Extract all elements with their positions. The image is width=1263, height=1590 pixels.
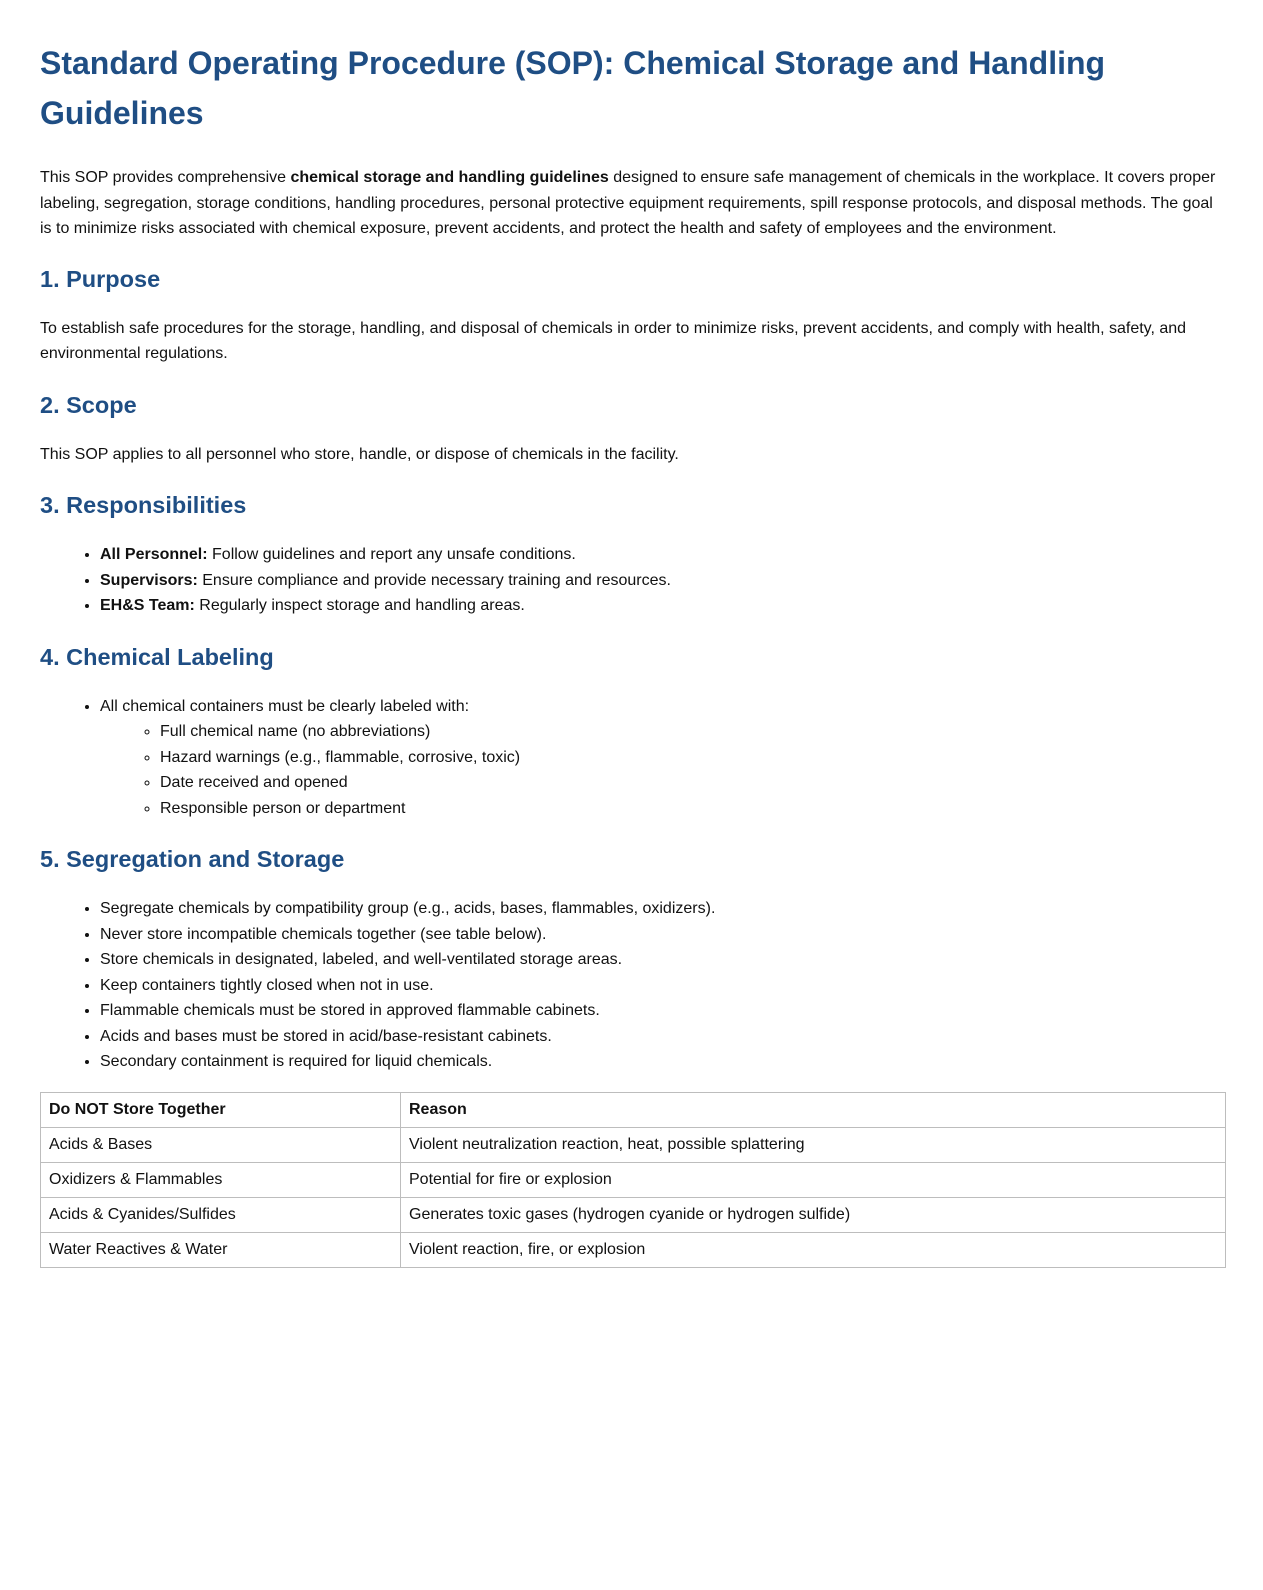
table-header-cell: Do NOT Store Together: [41, 1092, 401, 1127]
table-cell: Violent neutralization reaction, heat, possible splattering: [401, 1127, 1226, 1162]
list-item: [100, 568, 1226, 594]
section-heading-labeling: 4. Chemical Labeling: [40, 643, 274, 670]
list-item: • Acids and bases must be stored in acid/base-resistant cabinets.: [100, 1024, 1226, 1050]
role-label: EH&S Team:: [100, 597, 195, 614]
table-row: [41, 1197, 1226, 1232]
intro-text-after: designed to ensure safe management of chemicals in the workplace. It covers proper labeling, segregation, storage conditions, handling procedures, personal protective equipment requirements, spill response protocols, and disposal methods. The goal is to minimize risks associated with chemical exposure, prevent accidents, and protect the health and safety of employees and the environment.: [40, 169, 1216, 237]
sop-document: [40, 0, 1226, 1306]
list-item: ◦ Hazard warnings (e.g., flammable, corrosive, toxic): [160, 745, 1226, 771]
role-label: All Personnel:: [100, 546, 208, 563]
list-item: [100, 593, 1226, 619]
table-header-row: [41, 1092, 1226, 1127]
section-heading-segregation: 5. Segregation and Storage: [40, 846, 345, 872]
list-item: ◦ Responsible person or department: [160, 796, 1226, 822]
intro-paragraph: [40, 165, 1226, 242]
table-header-cell: Reason: [401, 1092, 1226, 1127]
list-item: • Store chemicals in designated, labeled, and well-ventilated storage areas.: [100, 947, 1226, 973]
table-cell: Violent reaction, fire, or explosion: [401, 1232, 1226, 1267]
role-text: Regularly inspect storage and handling areas.: [194, 597, 525, 614]
section-heading-scope: 2. Scope: [40, 391, 137, 418]
segregation-list: [40, 896, 1226, 1075]
list-item: ◦ Full chemical name (no abbreviations): [160, 719, 1226, 745]
table-cell: Potential for fire or explosion: [401, 1162, 1226, 1197]
responsibilities-list: [40, 542, 1226, 619]
incompatibility-table: [40, 1092, 1226, 1268]
section-heading-responsibilities: 3. Responsibilities: [40, 492, 247, 518]
list-item: • Flammable chemicals must be stored in approved flammable cabinets.: [100, 998, 1226, 1024]
intro-text-before: This SOP provides comprehensive: [40, 169, 291, 186]
list-item: [100, 542, 1226, 568]
labeling-list: [40, 694, 1226, 822]
role-label: Supervisors:: [100, 571, 198, 589]
table-cell: Water Reactives & Water: [41, 1232, 401, 1267]
scope-text: This SOP applies to all personnel who store, handle, or dispose of chemicals in the facility.: [40, 445, 679, 463]
page-title: Standard Operating Procedure (SOP): Chemical Storage and Handling Guidelines: [40, 45, 1106, 131]
table-row: [41, 1127, 1226, 1162]
table-row: [41, 1162, 1226, 1197]
list-item: • Keep containers tightly closed when not in use.: [100, 973, 1226, 999]
table-cell: Oxidizers & Flammables: [41, 1162, 401, 1197]
intro-text-bold: chemical storage and handling guidelines: [290, 169, 609, 186]
table-row: [41, 1232, 1226, 1267]
table-cell: Generates toxic gases (hydrogen cyanide or hydrogen sulfide): [401, 1197, 1226, 1232]
table-cell: Acids & Cyanides/Sulfides: [41, 1197, 401, 1232]
list-item: ◦ Date received and opened: [160, 770, 1226, 796]
list-item: [100, 694, 1226, 822]
role-text: Ensure compliance and provide necessary training and resources.: [197, 571, 671, 589]
purpose-text: To establish safe procedures for the storage, handling, and disposal of chemicals in order to minimize risks, prevent accidents, and comply with health, safety, and environmental regulations.: [40, 319, 1187, 362]
list-item: • Never store incompatible chemicals together (see table below).: [100, 922, 1226, 948]
role-text: Follow guidelines and report any unsafe conditions.: [207, 546, 576, 563]
list-item: • Secondary containment is required for liquid chemicals.: [100, 1049, 1226, 1075]
section-heading-purpose: 1. Purpose: [40, 265, 161, 292]
table-cell: Acids & Bases: [41, 1127, 401, 1162]
labeling-sublist: [100, 719, 1226, 821]
list-item: • Segregate chemicals by compatibility group (e.g., acids, bases, flammables, oxidizers).: [100, 896, 1226, 922]
labeling-lead: All chemical containers must be clearly labeled with:: [100, 697, 470, 715]
